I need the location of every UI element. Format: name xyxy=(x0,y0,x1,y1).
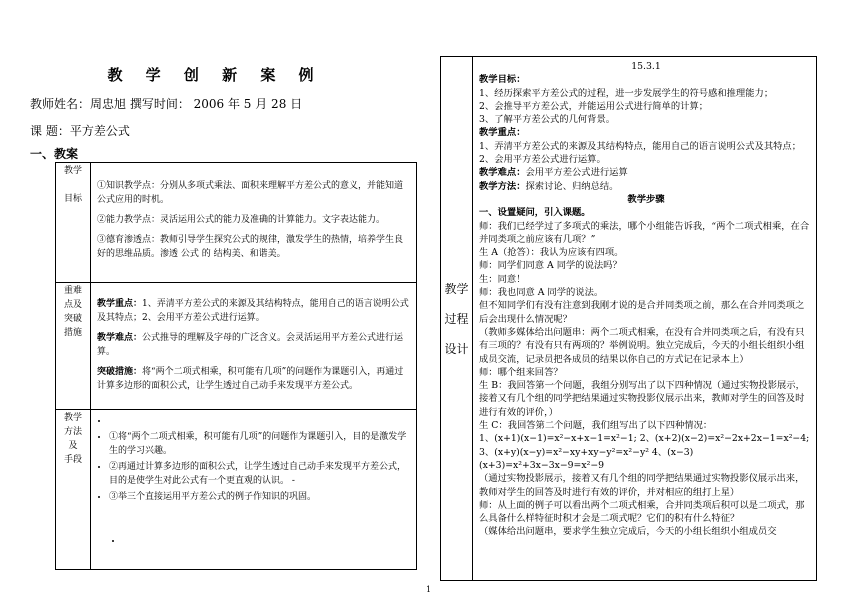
difficulty-text: 公式推导的理解及字母的广泛含义。会灵活运用平方差公式进行运算。 xyxy=(97,333,404,357)
section-heading: 一、教案 xyxy=(30,147,79,161)
method-item: • ①将“两个二项式相乘，积可能有几项”的问题作为课题引入，目的是激发学生的学习兴趣。 xyxy=(109,430,410,458)
methods-list xyxy=(97,414,410,548)
process-line: 生：同意！ xyxy=(479,273,526,285)
row-methods xyxy=(56,410,417,570)
process-line: 师：我们已经学过了多项式的乘法，哪个小组能告诉我，“两个二项式相乘，在合并同类项之前应该有几项？” xyxy=(479,220,810,245)
row-key-points xyxy=(56,283,417,410)
objective-ability: ②能力教学点：灵活运用公式的能力及准确的计算能力。文字表达能力。 xyxy=(97,215,386,225)
label-teaching-process: 教学 过程 设计 xyxy=(441,57,473,580)
process-line: 15.3.1 xyxy=(631,61,661,72)
breakthrough-text: 将“两个二项式相乘，积可能有几项”的问题作为课题引入，再通过计算多边形的面积公式，让学生透过自己动手来发现平方差公式。 xyxy=(97,367,404,391)
teaching-process-content xyxy=(479,60,813,539)
process-line: 教学步骤 xyxy=(627,193,665,205)
key-points-cell xyxy=(91,283,417,410)
page-title: 教 学 创 新 案 例 xyxy=(107,66,323,84)
process-line: 生 A（抢答）：我认为应该有四项。 xyxy=(479,247,624,259)
process-line: 教学重点： xyxy=(479,127,526,139)
process-line-label: 教学方法： xyxy=(479,180,526,192)
row-objectives xyxy=(56,163,417,283)
method-item: • ②再通过计算多边形的面积公式，让学生透过自己动手来发现平方差公式，目的是使学生对此公式有一个更直观的认识。 - xyxy=(109,460,410,488)
process-line: 师：从上面的例子可以看出两个二项式相乘，合并同类项后积可以是二项式，那么具备什么样特征时积才会是二项式呢？它们的积有什么特征？ xyxy=(479,499,805,525)
objective-knowledge: ①知识教学点：分别从多项式乘法、面积来理解平方差公式的意义，并能知道公式应用的时机。 xyxy=(97,181,404,205)
process-line: 教学目标： xyxy=(479,74,526,86)
process-line: 生 B：我回答第一个问题，我组分别写出了以下四种情况（通过实物投影展示，接着又有几个组的同学把结果通过实物投影仪展示出来，教师对学生的回答及时进行有效的评价，） xyxy=(479,380,805,418)
key-point-text: 1、弄清平方差公式的来源及其结构特点，能用自己的语言说明公式及其特点；2、会用平方差公式进行运算。 xyxy=(97,299,409,323)
label-key-points: 重难 点及 突破 措施 xyxy=(56,283,91,410)
method-item: • ③举三个直接运用平方差公式的例子作知识的巩固。 xyxy=(109,490,410,504)
process-line: （通过实物投影展示，接着又有几个组的同学把结果通过实物投影仪展示出来，教师对学生的回答及时进行有效的评价，并对相应的组打上星） xyxy=(479,473,805,498)
method-item xyxy=(123,534,410,548)
lesson-plan-table xyxy=(55,162,417,570)
process-line: （教师多媒体给出问题串：两个二项式相乘，在没有合并同类项之后，有没有只有三项的？有没有只有两项的？举例说明。独立完成后，今天的小组长组织小组成员交流，记录员把各成员的结果以你自己的方式记在记录本上） xyxy=(479,326,805,365)
process-line: 教学难点：会用平方差公式进行运算 xyxy=(479,167,628,179)
process-line: 1、经历探索平方差公式的过程，进一步发展学生的符号感和推理能力； xyxy=(479,87,774,99)
teaching-process-table xyxy=(440,56,817,581)
teacher-info: 教师姓名：周忠旭 撰写时间： 2006 年 5 月 28 日 xyxy=(30,97,303,111)
process-line-label: 教学难点： xyxy=(479,167,526,179)
breakthrough-label: 突破措施： xyxy=(97,367,143,377)
process-line: 师：同学们同意 A 同学的说法吗？ xyxy=(479,260,622,272)
label-methods: 教学 方法 及 手段 xyxy=(56,410,91,570)
process-line: 3、了解平方差公式的几何背景。 xyxy=(479,114,616,126)
process-line: 师：我也同意 A 同学的说法。 xyxy=(479,287,604,299)
process-line: 1、弄清平方差公式的来源及其结构特点，能用自己的语言说明公式及其特点； xyxy=(479,140,802,152)
page-number: 1 xyxy=(426,585,432,594)
process-line: （媒体给出问题串，要求学生独立完成后，今天的小组长组织小组成员交 xyxy=(479,526,777,538)
lesson-topic: 课 题：平方差公式 xyxy=(30,124,130,138)
methods-cell xyxy=(91,410,417,570)
process-line: 师：哪个组来回答？ xyxy=(479,366,563,378)
objectives-cell xyxy=(91,163,417,283)
process-line: 但不知同学们有没有注意到我刚才说的是合并同类项之前，那么在合并同类项之后会出现什么情况呢？ xyxy=(479,300,805,325)
process-line: 2、会推导平方差公式，并能运用公式进行简单的计算； xyxy=(479,100,709,112)
label-objectives: 教学 目标 xyxy=(56,163,91,283)
process-line: 2、会用平方差公式进行运算。 xyxy=(479,154,606,166)
key-point-label: 教学重点： xyxy=(97,299,143,309)
process-line: 生 C：我回答第二个问题，我们组写出了以下四种情况： xyxy=(479,420,713,432)
objective-moral: ③德育渗透点：教师引导学生探究公式的规律，激发学生的热情，培养学生良好的思维品质。渗透 公式 的 结构美、和谐美。 xyxy=(97,235,404,259)
process-line: 教学方法：探索讨论、归纳总结。 xyxy=(479,180,619,192)
difficulty-label: 教学难点： xyxy=(97,333,143,343)
process-line: 3、(x+y)(x−y)=x²−xy+xy−y²=x²−y² 4、(x−3)(x+3)=x²+3x−3x−9=x²−9 xyxy=(479,446,694,471)
process-line: 一、设置疑问，引入课题。 xyxy=(479,207,591,219)
process-line: 1、(x+1)(x−1)=x²−x+x−1=x²−1; 2、(x+2)(x−2)=x²−2x+2x−1=x²−4; xyxy=(479,433,810,445)
method-item xyxy=(109,414,410,428)
